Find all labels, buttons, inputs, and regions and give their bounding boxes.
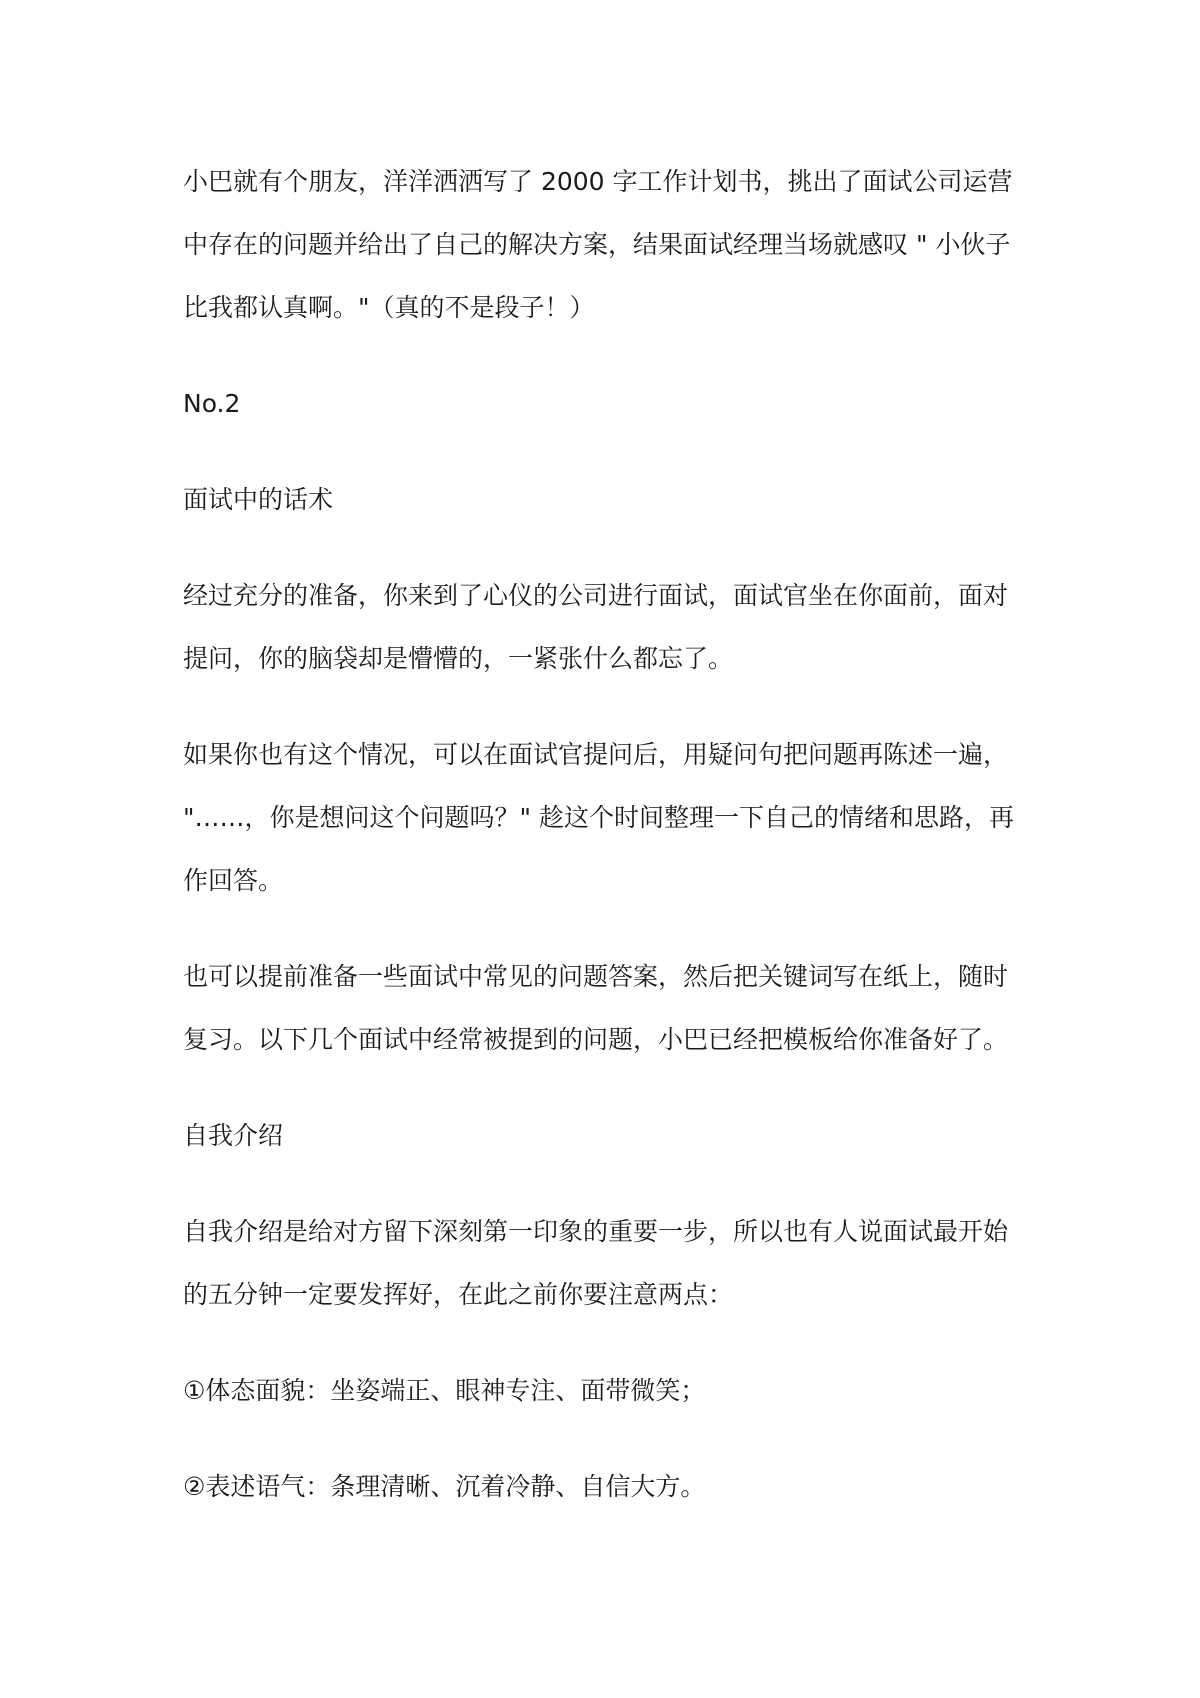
text-line: 也可以提前准备一些面试中常见的问题答案，然后把关键词写在纸上，随时	[183, 962, 1009, 991]
text-line: 自我介绍是给对方留下深刻第一印象的重要一步，所以也有人说面试最开始	[183, 1217, 1009, 1246]
paragraph-restate	[183, 723, 1033, 912]
point-1	[183, 1359, 1033, 1422]
text-line: 提问，你的脑袋却是懵懵的，一紧张什么都忘了。	[183, 644, 734, 673]
text-line: 中存在的问题并给出了自己的解决方案，结果面试经理当场就感叹 " 小伙子	[183, 230, 1011, 259]
section-title	[183, 468, 1033, 531]
paragraph-gap	[183, 1071, 1033, 1104]
paragraph-prepare	[183, 945, 1033, 1071]
text-line: 的五分钟一定要发挥好，在此之前你要注意两点：	[183, 1280, 734, 1309]
paragraph-gap	[183, 1326, 1033, 1359]
text-line: ②表述语气：条理清晰、沉着冷静、自信大方。	[183, 1472, 706, 1501]
paragraph-self-intro	[183, 1200, 1033, 1326]
text-line: No.2	[183, 389, 241, 418]
text-line: 作回答。	[183, 866, 284, 895]
paragraph-nervous	[183, 564, 1033, 690]
text-line: 如果你也有这个情况，可以在面试官提问后，用疑问句把问题再陈述一遍，	[183, 740, 1009, 769]
paragraph-gap	[183, 339, 1033, 372]
text-line: "……，你是想问这个问题吗？" 趁这个时间整理一下自己的情绪和思路，再	[183, 803, 1014, 832]
text-line: 自我介绍	[183, 1121, 284, 1150]
point-2	[183, 1455, 1033, 1518]
paragraph-gap	[183, 690, 1033, 723]
text-line: 经过充分的准备，你来到了心仪的公司进行面试，面试官坐在你面前，面对	[183, 581, 1009, 610]
text-line: 复习。以下几个面试中经常被提到的问题，小巴已经把模板给你准备好了。	[183, 1025, 1009, 1054]
text-line: ①体态面貌：坐姿端正、眼神专注、面带微笑；	[183, 1376, 706, 1405]
section-number	[183, 372, 1033, 435]
paragraph-friend-story	[183, 150, 1033, 339]
paragraph-gap	[183, 435, 1033, 468]
paragraph-gap	[183, 531, 1033, 564]
paragraph-gap	[183, 1422, 1033, 1455]
paragraph-gap	[183, 1167, 1033, 1200]
paragraph-gap	[183, 912, 1033, 945]
document-page	[183, 150, 1033, 1518]
text-line: 小巴就有个朋友，洋洋洒洒写了 2000 字工作计划书，挑出了面试公司运营	[183, 167, 1013, 196]
text-line: 比我都认真啊。"（真的不是段子！）	[183, 293, 595, 322]
text-line: 面试中的话术	[183, 485, 334, 514]
self-intro-title	[183, 1104, 1033, 1167]
